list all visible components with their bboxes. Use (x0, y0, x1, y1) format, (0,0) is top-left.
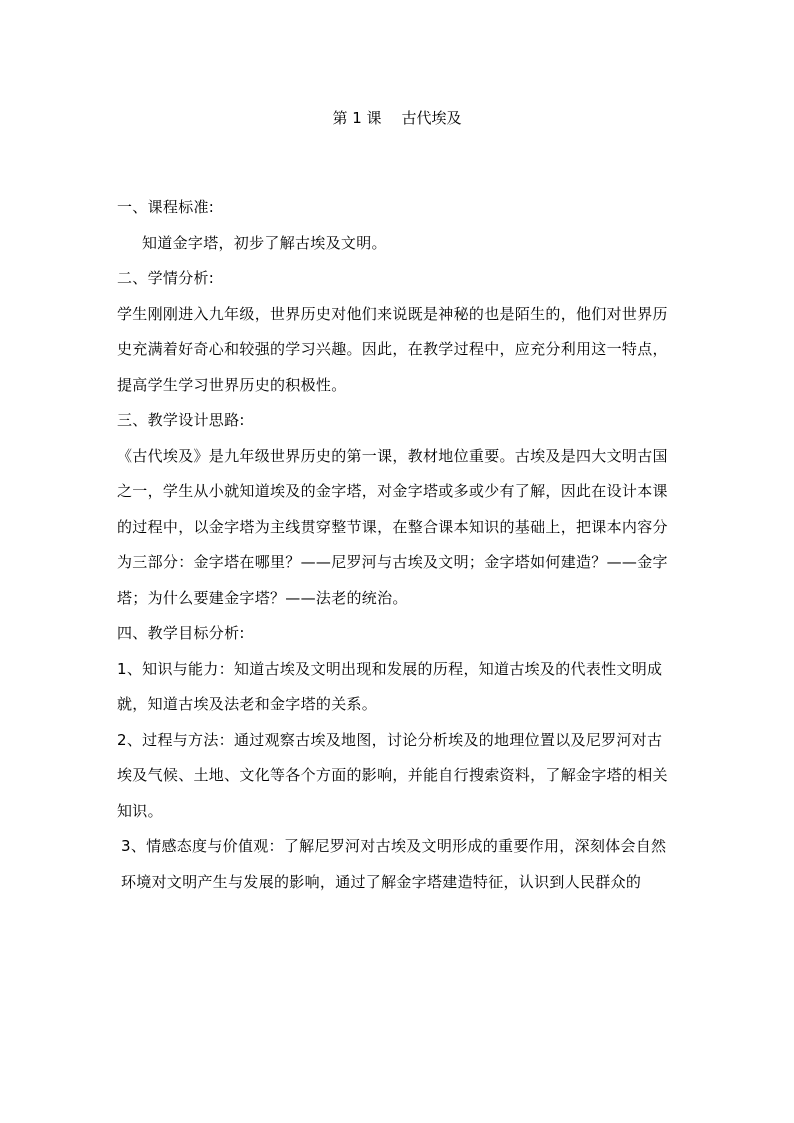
section1-text: 知道金字塔，初步了解古埃及文明。 (142, 233, 387, 252)
section2-heading: 二、学情分析: (117, 269, 215, 287)
section4-heading: 四、教学目标分析: (117, 624, 245, 642)
section1-heading: 一、课程标准: (117, 198, 215, 216)
page-title (0, 108, 794, 128)
section3-heading: 三、教学设计思路: (117, 411, 245, 429)
objective-process: 2、过程与方法：通过观察古埃及地图，讨论分析埃及的地理位置以及尼罗河对古埃及气候、土地、文化等各个方面的影响，并能自行搜索资料，了解金字塔的相关知识。 (117, 730, 668, 820)
section3-text: 《古代埃及》是九年级世界历史的第一课，教材地位重要。古埃及是四大文明古国之一，学生从小就知道埃及的金字塔，对金字塔或多或少有了解，因此在设计本课的过程中，以金字塔为主线贯穿整节课，在整合课本知识的基础上，把课本内容分为三部分：金字塔在哪里？——尼罗河与古埃及文明；金字塔如何建造？——金字塔；为什么要建金字塔？——法老的统治。 (117, 446, 668, 607)
document-body (117, 190, 677, 900)
section2-text: 学生刚刚进入九年级，世界历史对他们来说既是神秘的也是陌生的，他们对世界历史充满着好奇心和较强的学习兴趣。因此，在教学过程中，应充分利用这一特点，提高学生学习世界历史的积极性。 (117, 304, 668, 394)
lesson-title: 古代埃及 (401, 109, 462, 127)
objective-attitude: 3、情感态度与价值观：了解尼罗河对古埃及文明形成的重要作用，深刻体会自然环境对文明产生与发展的影响，通过了解金字塔建造特征，认识到人民群众的 (121, 837, 667, 891)
objective-knowledge: 1、知识与能力：知道古埃及文明出现和发展的历程，知道古埃及的代表性文明成就，知道古埃及法老和金字塔的关系。 (117, 659, 663, 713)
lesson-number: 第 1 课 (332, 109, 382, 127)
